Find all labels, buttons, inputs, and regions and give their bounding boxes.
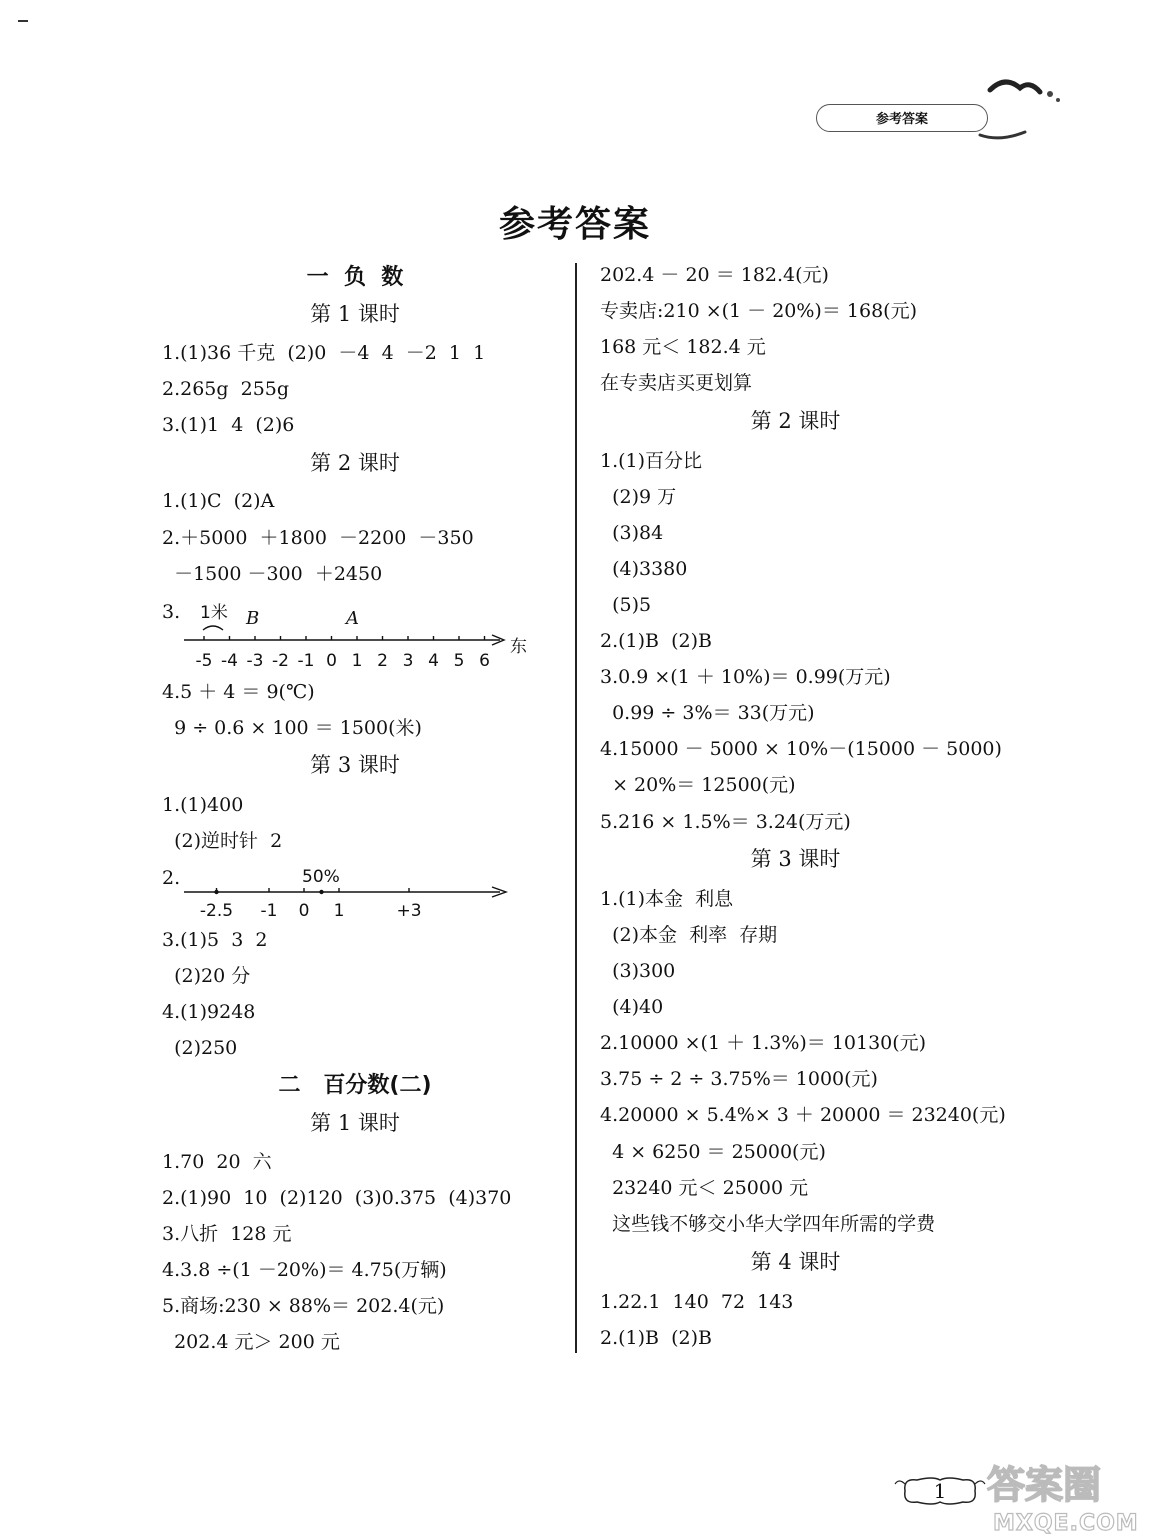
answer-line: 2.10000 ×(1 ＋ 1.3%)＝ 10130(元)	[600, 1032, 927, 1054]
answer-line: 3.0.9 ×(1 ＋ 10%)＝ 0.99(万元)	[600, 666, 891, 688]
answer-line: 这些钱不够交小华大学四年所需的学费	[600, 1213, 936, 1235]
number-line-tick-label: -3	[246, 651, 264, 671]
answer-line: 4 × 6250 ＝ 25000(元)	[600, 1141, 826, 1163]
answer-line: －1500 －300 ＋2450	[162, 563, 383, 585]
number-line-point-label: 1	[333, 901, 345, 921]
answer-line: (2)逆时针 2	[162, 830, 283, 852]
number-line-point-label: +3	[396, 901, 422, 921]
answer-line: (2)20 分	[162, 965, 251, 987]
answer-line: (2)9 万	[600, 486, 677, 508]
answer-line: 4.20000 × 5.4%× 3 ＋ 20000 ＝ 23240(元)	[600, 1104, 1006, 1126]
answer-line: 1.70 20 六	[162, 1151, 272, 1173]
lesson-title: 第 1 课时	[310, 1111, 400, 1135]
number-line-point-label: -2.5	[199, 901, 234, 921]
answer-line: 4.3.8 ÷(1 －20%)＝ 4.75(万辆)	[162, 1259, 447, 1281]
answer-line: 168 元＜ 182.4 元	[600, 336, 766, 358]
header-tab	[816, 104, 988, 132]
column-divider	[575, 263, 577, 1353]
number-line-tick-label: -1	[297, 651, 315, 671]
answer-line: 202.4 － 20 ＝ 182.4(元)	[600, 264, 829, 286]
corner-mark	[18, 20, 28, 22]
number-line-1	[180, 600, 540, 676]
number-line-point	[214, 890, 218, 894]
answer-line: 5.商场:230 × 88%＝ 202.4(元)	[162, 1295, 445, 1317]
number-line-tick-label: 4	[428, 651, 439, 671]
number-line-tick-label: -4	[221, 651, 238, 671]
number-line-tick-label: -2	[272, 651, 289, 671]
number-line-tick-label: 5	[453, 651, 465, 671]
number-line-point	[319, 890, 323, 894]
answer-line: 2.265g 255g	[162, 378, 290, 400]
answer-line: 4.(1)9248	[162, 1001, 256, 1023]
number-line-tick-label: 3	[402, 651, 414, 671]
answer-line: × 20%＝ 12500(元)	[600, 774, 796, 796]
watermark-logo	[985, 1452, 1145, 1536]
page-number-ornament	[905, 1478, 975, 1504]
answer-line: 2.＋5000 ＋1800 －2200 －350	[162, 527, 474, 549]
point-a-label: A	[346, 608, 359, 629]
answer-line: 4.15000 － 5000 × 10%－(15000 － 5000)	[600, 738, 1002, 760]
answer-line: 9 ÷ 0.6 × 100 ＝ 1500(米)	[162, 717, 422, 739]
answer-line: 1.(1)36 千克 (2)0 －4 4 －2 1 1	[162, 342, 486, 364]
answer-line: 5.216 × 1.5%＝ 3.24(万元)	[600, 811, 851, 833]
answer-line: 1.(1)本金 利息	[600, 888, 734, 910]
answer-line: (5)5	[600, 594, 652, 616]
header-tab-label: 参考答案	[875, 112, 928, 127]
answer-line: 4.5 ＋ 4 ＝ 9(℃)	[162, 681, 315, 703]
lesson-title: 第 2 课时	[310, 451, 400, 475]
watermark-url: MXQE.COM	[993, 1511, 1139, 1536]
answer-line: (3)300	[600, 960, 676, 982]
answer-line: 1.(1)400	[162, 794, 244, 816]
number-line-tick-label: 1	[351, 651, 363, 671]
lesson-title: 第 2 课时	[750, 409, 841, 433]
answer-line: 3.(1)5 3 2	[162, 929, 268, 951]
number-line-tick-label: 2	[377, 651, 388, 671]
answer-line: (3)84	[600, 522, 664, 544]
answer-line: 3.75 ÷ 2 ÷ 3.75%＝ 1000(元)	[600, 1068, 878, 1090]
answer-line: 202.4 元＞ 200 元	[162, 1331, 340, 1353]
page-number: 1	[933, 1479, 947, 1503]
answer-line: 1.22.1 140 72 143	[600, 1291, 794, 1313]
point-b-label: B	[246, 608, 260, 629]
number-line-point-label: -1	[260, 901, 278, 921]
answer-line: 0.99 ÷ 3%＝ 33(万元)	[600, 702, 815, 724]
unit-length-label: 1米	[200, 603, 228, 623]
number-line-2	[180, 862, 520, 926]
answer-line: 1.(1)C (2)A	[162, 490, 275, 512]
answer-line: (2)本金 利率 存期	[600, 924, 778, 946]
answer-line: (2)250	[162, 1037, 238, 1059]
lesson-title: 第 3 课时	[310, 753, 400, 777]
answer-line: 2.(1)B (2)B	[600, 630, 712, 652]
answer-line: 在专卖店买更划算	[600, 372, 753, 394]
unit-1-title: 一 负 数	[306, 265, 404, 290]
answer-line: (4)40	[600, 996, 664, 1018]
answer-line: 专卖店:210 ×(1 － 20%)＝ 168(元)	[600, 300, 917, 322]
answer-line: 23240 元＜ 25000 元	[600, 1177, 809, 1199]
direction-label: 东	[510, 637, 527, 657]
unit-2-title: 二 百分数(二)	[278, 1073, 432, 1098]
answer-line: 2.(1)90 10 (2)120 (3)0.375 (4)370	[162, 1187, 512, 1209]
percent-label: 50%	[302, 867, 340, 887]
answer-line: 2.(1)B (2)B	[600, 1327, 712, 1349]
answer-line: (4)3380	[600, 558, 688, 580]
lesson-title: 第 1 课时	[310, 302, 400, 326]
answer-line: 2.	[162, 867, 181, 889]
watermark-main-text: 答案圈	[987, 1463, 1102, 1507]
answer-line: 3.八折 128 元	[162, 1223, 292, 1245]
answer-line: 1.(1)百分比	[600, 450, 703, 472]
page-title: 参考答案	[498, 204, 651, 245]
lesson-title: 第 3 课时	[750, 847, 841, 871]
answer-line: 3.(1)1 4 (2)6	[162, 414, 295, 436]
number-line-point-label: 0	[298, 901, 310, 921]
number-line-tick-label: 0	[326, 651, 337, 671]
answer-line: 3.	[162, 601, 181, 623]
lesson-title: 第 4 课时	[750, 1250, 841, 1274]
number-line-tick-label: -5	[195, 651, 213, 671]
number-line-tick-label: 6	[479, 651, 490, 671]
